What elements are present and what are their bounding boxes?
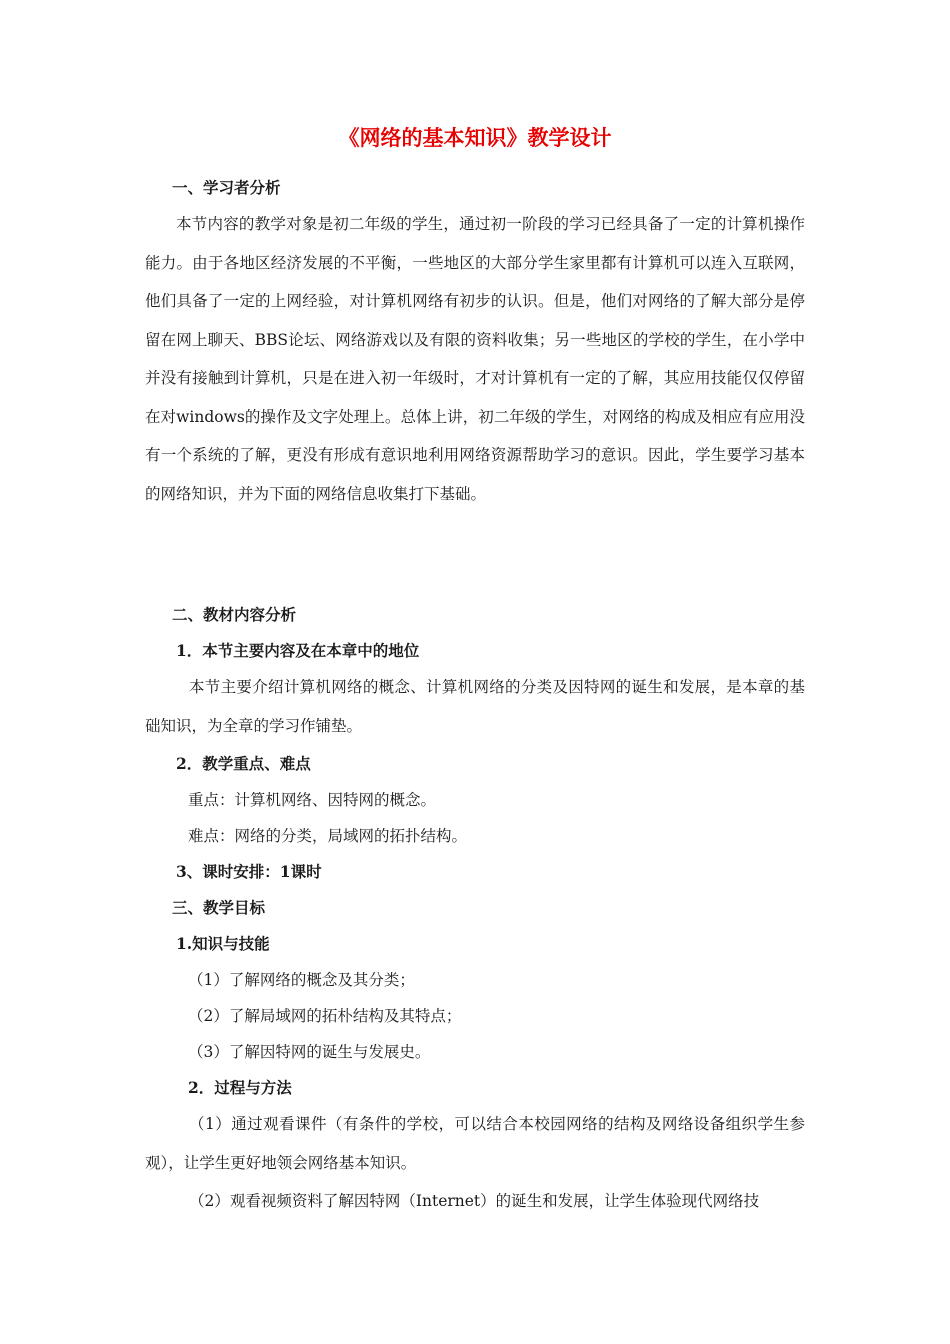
process-paragraph-2: （2）观看视频资料了解因特网（Internet）的诞生和发展，让学生体验现代网络技 — [189, 1192, 760, 1210]
section-heading-content-analysis: 二、教材内容分析 — [172, 605, 297, 624]
difficult-point-line: 难点：网络的分类，局域网的拓扑结构。 — [188, 827, 468, 845]
process-paragraph-1: （1）通过观看课件（有条件的学校，可以结合本校园网络的结构及网络设备组织学生参观），让学生更好地领会网络基本知识。 — [145, 1115, 805, 1172]
section-heading-learner-analysis: 一、学习者分析 — [172, 178, 281, 197]
main-content-paragraph: 本节主要介绍计算机网络的概念、计算机网络的分类及因特网的诞生和发展，是本章的基础知识，为全章的学习作铺垫。 — [145, 678, 805, 735]
section-heading-objectives: 三、教学目标 — [172, 898, 266, 917]
subheading-knowledge-skills: 1.知识与技能 — [176, 934, 270, 953]
objective-item: （1）了解网络的概念及其分类； — [188, 971, 415, 989]
key-point-line: 重点：计算机网络、因特网的概念。 — [188, 791, 437, 809]
objective-item: （2）了解局域网的拓朴结构及其特点； — [188, 1007, 462, 1025]
document-title: 《网络的基本知识》教学设计 — [338, 125, 612, 150]
subheading-key-points: 2．教学重点、难点 — [176, 754, 311, 773]
subheading-process-methods: 2．过程与方法 — [188, 1078, 292, 1097]
subheading-main-content: 1．本节主要内容及在本章中的地位 — [176, 641, 420, 660]
learner-analysis-paragraph: 本节内容的教学对象是初二年级的学生，通过初一阶段的学习已经具备了一定的计算机操作能力。由于各地区经济发展的不平衡，一些地区的大部分学生家里都有计算机可以连入互联网，他们具备了一定的上网经验，对计算机网络有初步的认识。但是，他们对网络的了解大部分是停留在网上聊天、BBS论坛、网络游戏以及有限的资料收集；另一些地区的学校的学生，在小学中并没有接触到计算机，只是在进入初一年级时，才对计算机有一定的了解，其应用技能仅仅停留在对windows的操作及文字处理上。总体上讲，初二年级的学生，对网络的构成及相应有应用没有一个系统的了解，更没有形成有意识地利用网络资源帮助学习的意识。因此，学生要学习基本的网络知识，并为下面的网络信息收集打下基础。 — [145, 215, 805, 503]
subheading-schedule: 3、课时安排：1课时 — [176, 862, 322, 881]
objective-item: （3）了解因特网的诞生与发展史。 — [188, 1043, 431, 1061]
